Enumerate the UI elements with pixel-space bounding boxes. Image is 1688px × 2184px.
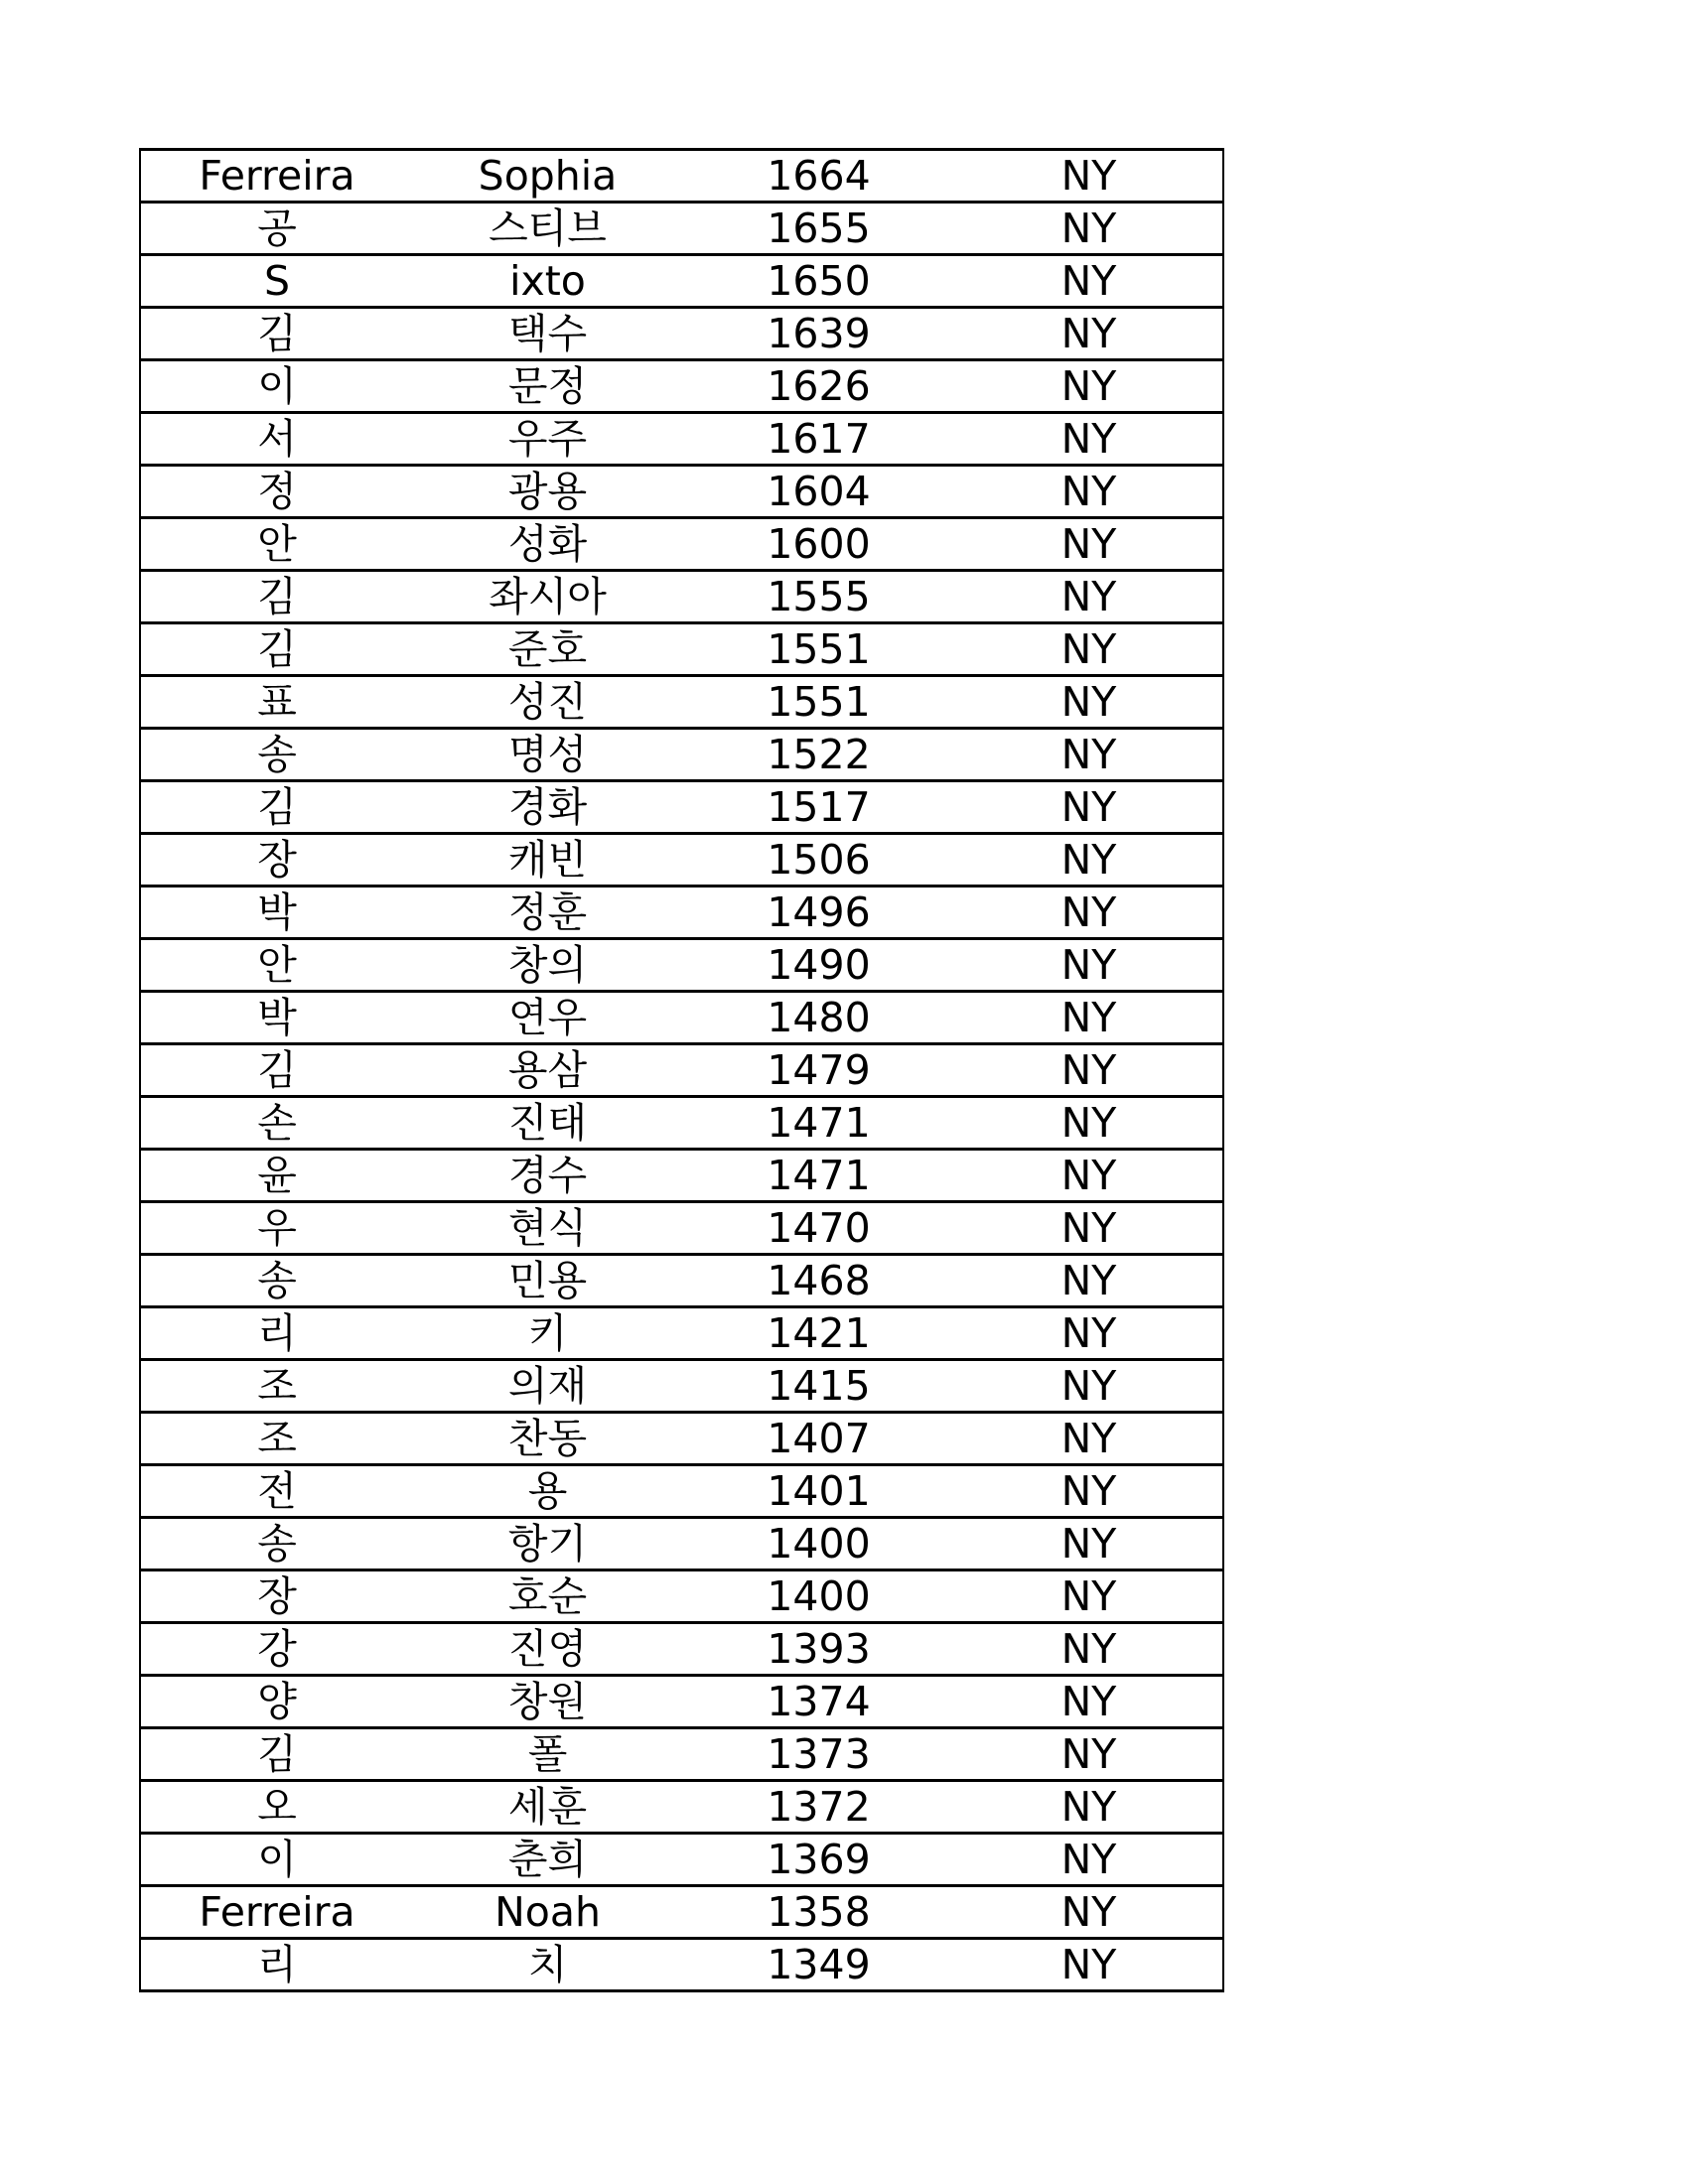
table-row xyxy=(140,1044,1223,1097)
last-name-cell: 김 xyxy=(140,571,413,623)
table-row xyxy=(140,571,1223,623)
table-row xyxy=(140,1413,1223,1465)
first-name-cell: 폴 xyxy=(413,1728,682,1781)
state-cell: NY xyxy=(955,413,1223,466)
table-row xyxy=(140,360,1223,413)
table-row xyxy=(140,1623,1223,1676)
state-cell: NY xyxy=(955,1728,1223,1781)
state-cell: NY xyxy=(955,729,1223,781)
first-name-cell: 좌시아 xyxy=(413,571,682,623)
table-row xyxy=(140,1202,1223,1255)
number-cell: 1400 xyxy=(682,1518,955,1570)
last-name-cell: 송 xyxy=(140,1255,413,1307)
number-cell: 1415 xyxy=(682,1360,955,1413)
first-name-cell: Noah xyxy=(413,1886,682,1939)
number-cell: 1617 xyxy=(682,413,955,466)
last-name-cell: 송 xyxy=(140,729,413,781)
state-cell: NY xyxy=(955,466,1223,518)
first-name-cell: 명성 xyxy=(413,729,682,781)
number-cell: 1551 xyxy=(682,676,955,729)
state-cell: NY xyxy=(955,1676,1223,1728)
first-name-cell: 키 xyxy=(413,1307,682,1360)
number-cell: 1471 xyxy=(682,1097,955,1150)
first-name-cell: Sophia xyxy=(413,150,682,203)
last-name-cell: Ferreira xyxy=(140,150,413,203)
first-name-cell: 항기 xyxy=(413,1518,682,1570)
number-cell: 1373 xyxy=(682,1728,955,1781)
state-cell: NY xyxy=(955,1886,1223,1939)
table-row xyxy=(140,1307,1223,1360)
table-row xyxy=(140,1728,1223,1781)
number-cell: 1471 xyxy=(682,1150,955,1202)
state-cell: NY xyxy=(955,255,1223,308)
number-cell: 1604 xyxy=(682,466,955,518)
first-name-cell: ixto xyxy=(413,255,682,308)
last-name-cell: 오 xyxy=(140,1781,413,1834)
first-name-cell: 광용 xyxy=(413,466,682,518)
last-name-cell: 장 xyxy=(140,1570,413,1623)
state-cell: NY xyxy=(955,1781,1223,1834)
number-cell: 1639 xyxy=(682,308,955,360)
number-cell: 1650 xyxy=(682,255,955,308)
number-cell: 1480 xyxy=(682,992,955,1044)
first-name-cell: 춘희 xyxy=(413,1834,682,1886)
last-name-cell: 박 xyxy=(140,992,413,1044)
first-name-cell: 성화 xyxy=(413,518,682,571)
number-cell: 1468 xyxy=(682,1255,955,1307)
number-cell: 1369 xyxy=(682,1834,955,1886)
state-cell: NY xyxy=(955,1044,1223,1097)
first-name-cell: 창원 xyxy=(413,1676,682,1728)
last-name-cell: 김 xyxy=(140,1044,413,1097)
state-cell: NY xyxy=(955,887,1223,939)
first-name-cell: 스티브 xyxy=(413,203,682,255)
last-name-cell: 송 xyxy=(140,1518,413,1570)
number-cell: 1349 xyxy=(682,1939,955,1991)
state-cell: NY xyxy=(955,1307,1223,1360)
number-cell: 1374 xyxy=(682,1676,955,1728)
first-name-cell: 진태 xyxy=(413,1097,682,1150)
roster-table xyxy=(139,148,1224,1992)
number-cell: 1393 xyxy=(682,1623,955,1676)
last-name-cell: 양 xyxy=(140,1676,413,1728)
table-row xyxy=(140,1570,1223,1623)
last-name-cell: 박 xyxy=(140,887,413,939)
first-name-cell: 치 xyxy=(413,1939,682,1991)
first-name-cell: 준호 xyxy=(413,623,682,676)
table-row xyxy=(140,1097,1223,1150)
last-name-cell: 우 xyxy=(140,1202,413,1255)
table-row xyxy=(140,1834,1223,1886)
table-row xyxy=(140,1255,1223,1307)
state-cell: NY xyxy=(955,203,1223,255)
number-cell: 1600 xyxy=(682,518,955,571)
table-row xyxy=(140,1360,1223,1413)
last-name-cell: 윤 xyxy=(140,1150,413,1202)
number-cell: 1506 xyxy=(682,834,955,887)
first-name-cell: 창의 xyxy=(413,939,682,992)
state-cell: NY xyxy=(955,1623,1223,1676)
state-cell: NY xyxy=(955,1097,1223,1150)
last-name-cell: 조 xyxy=(140,1413,413,1465)
table-row xyxy=(140,255,1223,308)
last-name-cell: 김 xyxy=(140,781,413,834)
table-row xyxy=(140,518,1223,571)
last-name-cell: 김 xyxy=(140,1728,413,1781)
table-row xyxy=(140,413,1223,466)
state-cell: NY xyxy=(955,360,1223,413)
first-name-cell: 성진 xyxy=(413,676,682,729)
state-cell: NY xyxy=(955,1465,1223,1518)
first-name-cell: 우주 xyxy=(413,413,682,466)
state-cell: NY xyxy=(955,623,1223,676)
last-name-cell: 리 xyxy=(140,1939,413,1991)
state-cell: NY xyxy=(955,992,1223,1044)
table-row xyxy=(140,1518,1223,1570)
first-name-cell: 의재 xyxy=(413,1360,682,1413)
number-cell: 1551 xyxy=(682,623,955,676)
first-name-cell: 캐빈 xyxy=(413,834,682,887)
state-cell: NY xyxy=(955,1939,1223,1991)
number-cell: 1626 xyxy=(682,360,955,413)
first-name-cell: 용 xyxy=(413,1465,682,1518)
state-cell: NY xyxy=(955,1413,1223,1465)
last-name-cell: 김 xyxy=(140,623,413,676)
last-name-cell: 리 xyxy=(140,1307,413,1360)
state-cell: NY xyxy=(955,781,1223,834)
last-name-cell: 손 xyxy=(140,1097,413,1150)
number-cell: 1470 xyxy=(682,1202,955,1255)
state-cell: NY xyxy=(955,1518,1223,1570)
table-row xyxy=(140,1676,1223,1728)
state-cell: NY xyxy=(955,518,1223,571)
last-name-cell: S xyxy=(140,255,413,308)
roster-table-body xyxy=(140,150,1223,1991)
first-name-cell: 호순 xyxy=(413,1570,682,1623)
table-row xyxy=(140,834,1223,887)
first-name-cell: 경화 xyxy=(413,781,682,834)
first-name-cell: 용삼 xyxy=(413,1044,682,1097)
last-name-cell: 장 xyxy=(140,834,413,887)
last-name-cell: 안 xyxy=(140,939,413,992)
state-cell: NY xyxy=(955,1834,1223,1886)
last-name-cell: 이 xyxy=(140,360,413,413)
state-cell: NY xyxy=(955,1150,1223,1202)
table-row xyxy=(140,1781,1223,1834)
state-cell: NY xyxy=(955,834,1223,887)
number-cell: 1401 xyxy=(682,1465,955,1518)
table-row xyxy=(140,623,1223,676)
first-name-cell: 택수 xyxy=(413,308,682,360)
state-cell: NY xyxy=(955,939,1223,992)
table-row xyxy=(140,992,1223,1044)
first-name-cell: 경수 xyxy=(413,1150,682,1202)
last-name-cell: 조 xyxy=(140,1360,413,1413)
state-cell: NY xyxy=(955,571,1223,623)
last-name-cell: Ferreira xyxy=(140,1886,413,1939)
table-row xyxy=(140,1150,1223,1202)
state-cell: NY xyxy=(955,1202,1223,1255)
last-name-cell: 전 xyxy=(140,1465,413,1518)
number-cell: 1400 xyxy=(682,1570,955,1623)
number-cell: 1490 xyxy=(682,939,955,992)
table-row xyxy=(140,203,1223,255)
number-cell: 1655 xyxy=(682,203,955,255)
number-cell: 1372 xyxy=(682,1781,955,1834)
last-name-cell: 김 xyxy=(140,308,413,360)
last-name-cell: 안 xyxy=(140,518,413,571)
state-cell: NY xyxy=(955,1570,1223,1623)
number-cell: 1479 xyxy=(682,1044,955,1097)
table-row xyxy=(140,150,1223,203)
last-name-cell: 정 xyxy=(140,466,413,518)
number-cell: 1407 xyxy=(682,1413,955,1465)
state-cell: NY xyxy=(955,308,1223,360)
number-cell: 1517 xyxy=(682,781,955,834)
number-cell: 1555 xyxy=(682,571,955,623)
table-row xyxy=(140,1939,1223,1991)
first-name-cell: 정훈 xyxy=(413,887,682,939)
last-name-cell: 이 xyxy=(140,1834,413,1886)
last-name-cell: 강 xyxy=(140,1623,413,1676)
table-row xyxy=(140,676,1223,729)
first-name-cell: 연우 xyxy=(413,992,682,1044)
number-cell: 1522 xyxy=(682,729,955,781)
state-cell: NY xyxy=(955,676,1223,729)
number-cell: 1421 xyxy=(682,1307,955,1360)
table-row xyxy=(140,939,1223,992)
table-row xyxy=(140,1886,1223,1939)
state-cell: NY xyxy=(955,1360,1223,1413)
state-cell: NY xyxy=(955,1255,1223,1307)
table-row xyxy=(140,1465,1223,1518)
number-cell: 1664 xyxy=(682,150,955,203)
table-row xyxy=(140,781,1223,834)
first-name-cell: 민용 xyxy=(413,1255,682,1307)
number-cell: 1496 xyxy=(682,887,955,939)
table-row xyxy=(140,887,1223,939)
number-cell: 1358 xyxy=(682,1886,955,1939)
table-row xyxy=(140,729,1223,781)
last-name-cell: 공 xyxy=(140,203,413,255)
first-name-cell: 진영 xyxy=(413,1623,682,1676)
last-name-cell: 표 xyxy=(140,676,413,729)
first-name-cell: 세훈 xyxy=(413,1781,682,1834)
first-name-cell: 찬동 xyxy=(413,1413,682,1465)
last-name-cell: 서 xyxy=(140,413,413,466)
table-row xyxy=(140,308,1223,360)
state-cell: NY xyxy=(955,150,1223,203)
first-name-cell: 현식 xyxy=(413,1202,682,1255)
table-row xyxy=(140,466,1223,518)
first-name-cell: 문정 xyxy=(413,360,682,413)
